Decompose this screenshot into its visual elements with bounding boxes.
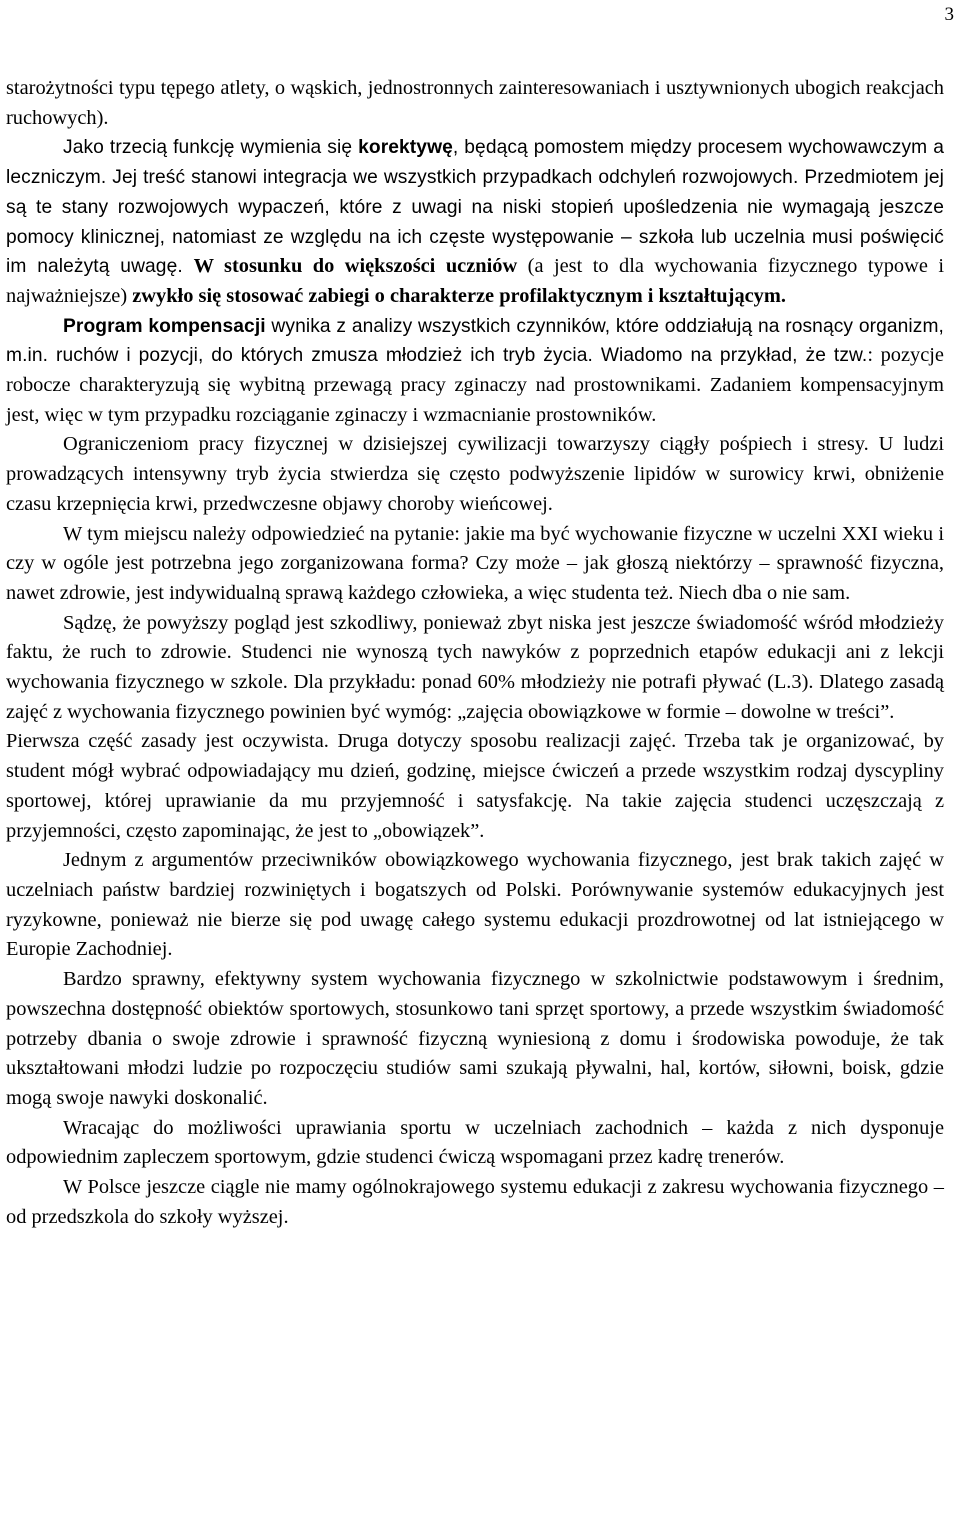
paragraph-5: [6, 520, 944, 609]
paragraph-3: [6, 312, 944, 431]
paragraph-2-text-5: (a jest to dla wychowania fizycznego typowe i najważniejsze): [6, 255, 944, 307]
paragraph-7: [6, 727, 944, 846]
paragraph-2-text-3: , będącą pomostem między procesem wychowawczym a leczniczym. Jej treść stanowi integracja we wszystkich przypadkach odchyleń rozwojowych. Przedmiotem jej są te stany rozwojowych wypaczeń, które z uwagi na niski stopień upośledzenia nie wymagają jeszcze pomocy klinicznej, natomiast ze względu na ich częste występowanie – szkoła lub uczelnia musi poświęcić im należytą uwagę.: [6, 137, 944, 278]
paragraph-1: [6, 74, 944, 133]
paragraph-10: [6, 1114, 944, 1173]
paragraph-5-text-1: W tym miejscu należy odpowiedzieć na pytanie: jakie ma być wychowanie fizyczne w uczelni XXI wieku i czy w ogóle jest potrzebna jego zorganizowana forma? Czy może – jak głoszą niektórzy – sprawność fizyczna, nawet zdrowie, jest indywidualną sprawą każdego człowieka, a więc studenta też. Niech dba o nie sam.: [6, 522, 944, 604]
paragraph-9: [6, 965, 944, 1114]
document-body: [6, 74, 944, 1232]
page-number: 3: [944, 4, 954, 25]
paragraph-2-text-4: W stosunku do większości uczniów: [193, 255, 518, 278]
paragraph-3-text-1: Program kompensacji: [63, 315, 266, 337]
paragraph-6: [6, 609, 944, 728]
paragraph-11: [6, 1173, 944, 1232]
paragraph-7-text-1: Pierwsza część zasady jest oczywista. Druga dotyczy sposobu realizacji zajęć. Trzeba tak je organizować, by student mógł wybrać odpowiadający mu dzień, godzinę, miejsce ćwiczeń a przede wszystkim rodzaj dyscypliny sportowej, której uprawianie da mu przyjemność i satysfakcję. Na takie zajęcia studenci uczęszczają z przyjemności, często zapominając, że jest to „obowiązek”.: [6, 730, 944, 842]
paragraph-9-text-1: Bardzo sprawny, efektywny system wychowania fizycznego w szkolnictwie podstawowym i średnim, powszechna dostępność obiektów sportowych, stosunkowo tani sprzęt sportowy, a przede wszystkim świadomość potrzeby dbania o swoje zdrowie i sprawność fizyczną wyniesioną z domu i środowiska powoduje, że tak ukształtowani młodzi ludzie po rozpoczęciu studiów sami szukają pływalni, hal, kortów, siłowni, boisk, gdzie mogą swoje nawyki doskonalić.: [6, 968, 944, 1109]
paragraph-2-text-1: Jako trzecią funkcję wymienia się: [63, 137, 359, 159]
paragraph-2-text-2: korektywę: [358, 137, 453, 159]
paragraph-3-text-3: : pozycje robocze charakteryzują się wybitną przewagą pracy zginaczy nad prostownikami. Zadaniem kompensacyjnym jest, więc w tym przypadku rozciąganie zginaczy i wzmacnianie prostowników.: [6, 344, 944, 426]
paragraph-11-text-1: W Polsce jeszcze ciągle nie mamy ogólnokrajowego systemu edukacji z zakresu wychowania fizycznego – od przedszkola do szkoły wyższej.: [6, 1176, 944, 1228]
paragraph-8-text-1: Jednym z argumentów przeciwników obowiązkowego wychowania fizycznego, jest brak takich zajęć w uczelniach państw bardziej rozwiniętych i bogatszych od Polski. Porównywanie systemów edukacyjnych jest ryzykowne, ponieważ nie bierze się pod uwagę całego systemu edukacji prozdrowotnej od lat istniejącego w Europie Zachodniej.: [6, 849, 944, 961]
paragraph-8: [6, 846, 944, 965]
paragraph-1-text-1: starożytności typu tępego atlety, o wąskich, jednostronnych zainteresowaniach i usztywnionych ubogich reakcjach ruchowych).: [6, 77, 944, 129]
paragraph-10-text-1: Wracając do możliwości uprawiania sportu w uczelniach zachodnich – każda z nich dysponuje odpowiednim zapleczem sportowym, gdzie studenci ćwiczą wspomagani przez kadrę trenerów.: [6, 1116, 944, 1169]
paragraph-3-text-2: wynika z analizy wszystkich czynników, które oddziałują na rosnący organizm, m.in. ruchów i pozycji, do których zmusza młodzież ich tryb życia. Wiadomo na przykład, że tzw.: [6, 315, 944, 367]
paragraph-4-text-1: Ograniczeniom pracy fizycznej w dzisiejszej cywilizacji towarzyszy ciągły pośpiech i stresy. U ludzi prowadzących intensywny tryb życia stwierdza się często podwyższenie lipidów w surowicy krwi, obniżenie czasu krzepnięcia krwi, przedwczesne objawy choroby wieńcowej.: [6, 433, 944, 515]
paragraph-4: [6, 430, 944, 519]
paragraph-6-text-1: Sądzę, że powyższy pogląd jest szkodliwy, ponieważ zbyt niska jest jeszcze świadomość wśród młodzieży faktu, że ruch to zdrowie. Studenci nie wynoszą tych nawyków z poprzednich etapów edukacji ani z lekcji wychowania fizycznego w szkole. Dla przykładu: ponad 60% młodzieży nie potrafi pływać (L.3). Dlatego zasadą zajęć z wychowania fizycznego powinien być wymóg: „zajęcia obowiązkowe w formie – dowolne w treści”.: [6, 611, 944, 723]
paragraph-2-text-6: zwykło się stosować zabiegi o charakterze profilaktycznym i kształtującym.: [132, 284, 786, 307]
paragraph-2: [6, 133, 944, 311]
